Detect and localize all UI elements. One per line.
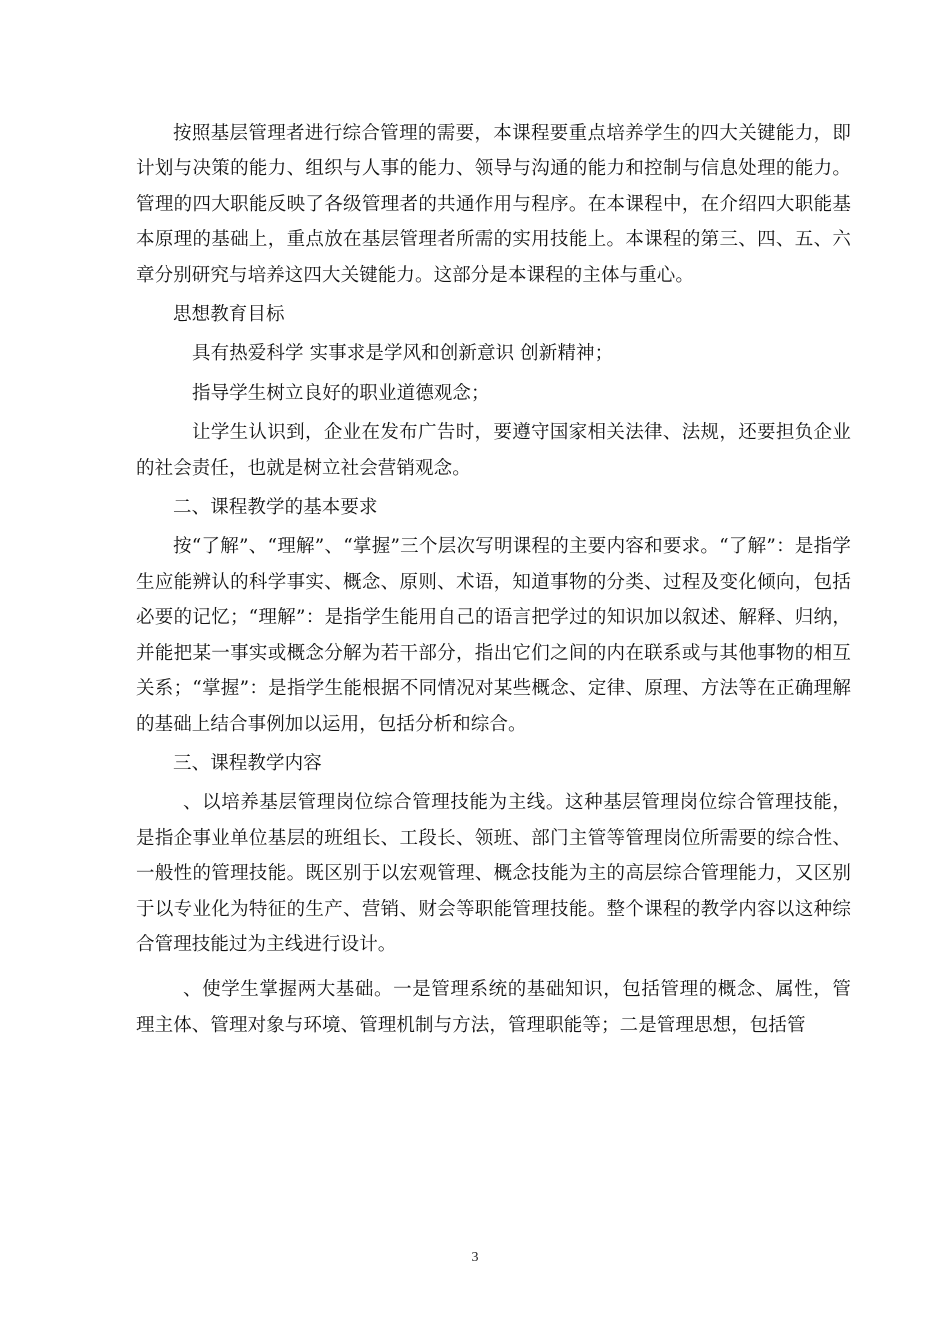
page-number: 3 bbox=[471, 1250, 479, 1265]
heading-teaching-content: 三、课程教学内容 bbox=[173, 752, 322, 774]
paragraph-key-abilities: 按照基层管理者进行综合管理的需要，本课程要重点培养学生的四大关键能力，即计划与决策的能力、组织与人事的能力、领导与沟通的能力和控制与信息处理的能力。管理的四大职能反映了各级管理者的共通作用与程序。在本课程中，在介绍四大职能基本原理的基础上，重点放在基层管理者所需的实用技能上。本课程的第三、四、五、六章分别研究与培养这四大关键能力。这部分是本课程的主体与重心。 bbox=[136, 123, 851, 286]
paragraph-main-line: 、以培养基层管理岗位综合管理技能为主线。这种基层管理岗位综合管理技能，是指企事业单位基层的班组长、工段长、领班、部门主管等管理岗位所需要的综合性、一般性的管理技能。既区别于以宏观管理、概念技能为主的高层综合管理能力，又区别于以专业化为特征的生产、营销、财会等职能管理技能。整个课程的教学内容以这种综合管理技能过为主线进行设计。 bbox=[136, 792, 851, 955]
paragraph-requirements: 按“了解”、“理解”、“掌握”三个层次写明课程的主要内容和要求。“了解”：是指学生应能辨认的科学事实、概念、原则、术语，知道事物的分类、过程及变化倾向，包括必要的记忆；“理解”：是指学生能用自己的语言把学过的知识加以叙述、解释、归纳，并能把某一事实或概念分解为若干部分，指出它们之间的内在联系或与其他事物的相互关系；“掌握”：是指学生能根据不同情况对某些概念、定律、原理、方法等在正确理解的基础上结合事例加以运用，包括分析和综合。 bbox=[136, 536, 851, 735]
paragraph-love-science: 具有热爱科学 实事求是学风和创新意识 创新精神； bbox=[192, 343, 614, 365]
paragraph-professional-ethics: 指导学生树立良好的职业道德观念； bbox=[192, 382, 490, 404]
body-text bbox=[136, 116, 851, 1043]
paragraph-social-responsibility: 让学生认识到，企业在发布广告时，要遵守国家相关法律、法规，还要担负企业的社会责任，也就是树立社会营销观念。 bbox=[136, 422, 851, 479]
paragraph-two-foundations: 、使学生掌握两大基础。一是管理系统的基础知识，包括管理的概念、属性，管理主体、管理对象与环境、管理机制与方法，管理职能等；二是管理思想，包括管 bbox=[136, 979, 851, 1036]
heading-basic-requirements: 二、课程教学的基本要求 bbox=[173, 497, 378, 519]
heading-ideological-goals: 思想教育目标 bbox=[173, 304, 285, 326]
